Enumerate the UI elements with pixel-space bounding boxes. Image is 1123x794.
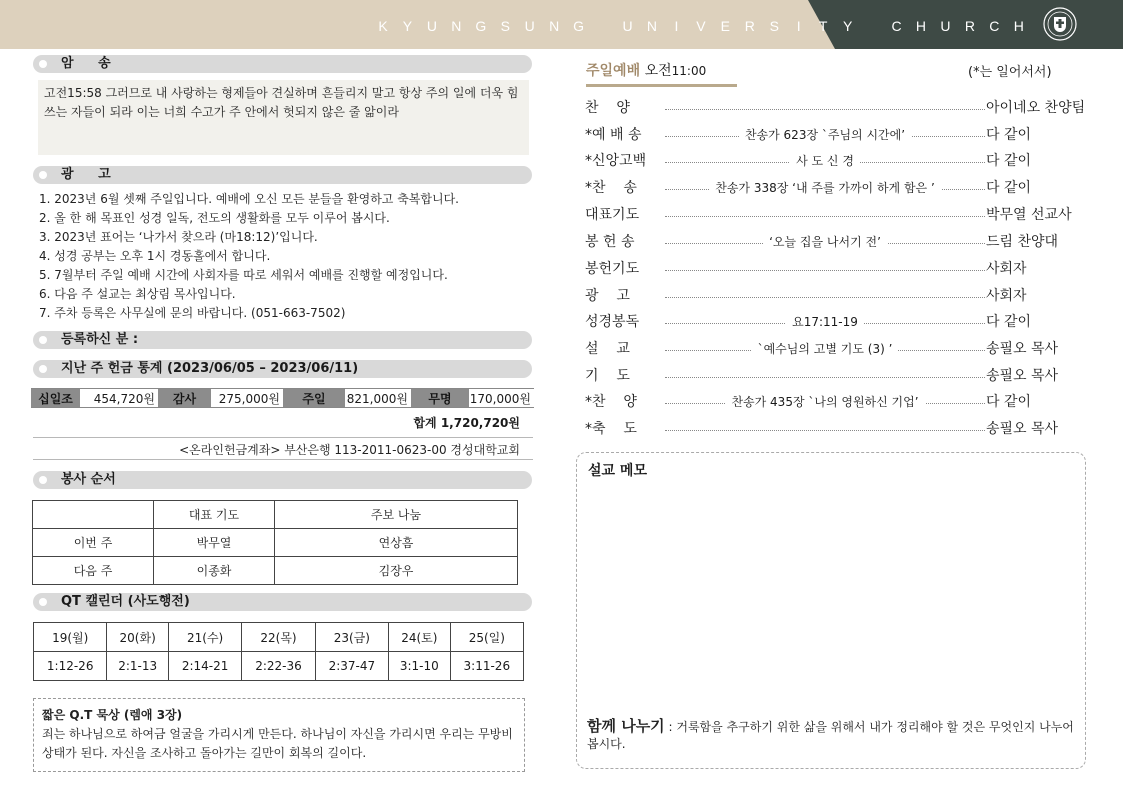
list-item: 2. 올 한 해 목표인 성경 일독, 전도의 생활화를 모두 이루어 봅시다. [39, 211, 390, 225]
qt-calendar-table [33, 622, 524, 681]
offering-label: 무명 [411, 389, 469, 407]
worship-item-person: 송필오 목사 [986, 368, 1059, 384]
list-item: 4. 성경 공부는 오후 1시 경동홀에서 합니다. [39, 249, 271, 263]
title-letter: E [720, 18, 731, 34]
worship-item-person: 송필오 목사 [986, 421, 1059, 437]
list-item: 5. 7월부터 주일 예배 시간에 사회자를 따로 세워서 예배를 진행할 예정입니다. [39, 268, 448, 282]
title-letter: C [891, 18, 902, 34]
announcement-list [39, 190, 459, 323]
worship-item-detail: 찬송가 338장 ‘내 주를 가까이 하게 함은 ’ [665, 176, 985, 200]
title-letter: K [378, 18, 388, 34]
worship-item-person: 사회자 [986, 288, 1027, 304]
leader-dots [665, 377, 985, 378]
worship-item-name: 봉 헌 송 [585, 234, 635, 250]
worship-item-detail: 찬송가 435장 `나의 영원하신 기업’ [665, 390, 985, 414]
worship-header: 주일예배 오전11:00 [586, 63, 707, 79]
announcements-header: 광 고 [33, 166, 532, 184]
title-letter: S [500, 18, 510, 34]
title-letter: R [964, 18, 975, 34]
worship-item-person: 다 같이 [986, 127, 1032, 143]
worship-row [585, 337, 1095, 361]
offering-amount: 275,000원 [218, 392, 280, 406]
service-duty-table: 대표 기도 주보 나눔 이번 주 박무열 연상흠 다음 주 이종화 김장우 [32, 500, 518, 585]
worship-item-name: *신앙고백 [585, 153, 647, 169]
worship-item-detail: ‘오늘 집을 나서기 전’ [665, 230, 985, 254]
header-bar [0, 0, 1123, 49]
worship-item-person: 드림 찬양대 [986, 234, 1059, 250]
worship-row [585, 176, 1095, 200]
qt-passage: 2:14-21 [168, 652, 241, 681]
table-cell: 박무열 [154, 529, 275, 557]
online-account: <온라인헌금계좌> 부산은행 113-2011-0623-00 경성대학교회 [179, 443, 520, 457]
worship-item-name: 대표기도 [585, 207, 640, 223]
leader-dots [665, 430, 985, 431]
worship-item-person: 다 같이 [986, 180, 1032, 196]
title-letter: N [646, 18, 658, 34]
meditation-text: 죄는 하나님으로 하여금 얼굴을 가리시게 만든다. 하나님이 자신을 가리시면 우리는 무방비 상태가 된다. 자신을 조사하고 돌아가는 길만이 회복의 길이다. [42, 727, 513, 760]
worship-item-person: 다 같이 [986, 153, 1032, 169]
qt-passage: 2:1-13 [107, 652, 169, 681]
worship-row [585, 364, 1095, 388]
worship-item-person: 아이네오 찬양팀 [986, 100, 1086, 116]
title-letter: U [622, 18, 633, 34]
worship-item-name: 기 도 [585, 368, 630, 384]
qt-day: 25(일) [450, 623, 523, 652]
worship-item-name: 광 고 [585, 288, 630, 304]
worship-item-person: 다 같이 [986, 394, 1032, 410]
worship-row [585, 123, 1095, 147]
worship-item-name: 봉헌기도 [585, 261, 640, 277]
table-cell: 연상흠 [275, 529, 518, 557]
title-letter: N [451, 18, 462, 34]
offering-amount: 170,000원 [469, 392, 531, 406]
worship-item-detail: `예수님의 고별 기도 (3) ’ [665, 337, 985, 361]
worship-row [585, 284, 1095, 308]
church-title [376, 15, 1026, 37]
qt-passage: 1:12-26 [34, 652, 107, 681]
registrants-header: 등록하신 분 : [33, 331, 532, 349]
university-logo [1042, 6, 1078, 42]
list-item: 1. 2023년 6월 셋째 주일입니다. 예배에 오신 모든 분들을 환영하고 축복합니다. [39, 192, 459, 206]
title-letter: U [940, 18, 951, 34]
offering-amount: 454,720원 [93, 392, 155, 406]
title-letter: Y [842, 18, 853, 34]
memo-title: 설교 메모 [588, 463, 647, 479]
qt-day: 20(화) [107, 623, 169, 652]
qt-day: 21(수) [168, 623, 241, 652]
title-letter: R [744, 18, 755, 34]
offering-label: 감사 [158, 389, 211, 407]
qt-meditation [33, 698, 525, 772]
worship-item-name: 설 교 [585, 341, 630, 357]
title-letter: H [1013, 18, 1024, 34]
offering-header: 지난 주 헌금 통계 (2023/06/05 – 2023/06/11) [33, 360, 532, 378]
sermon-memo-box[interactable] [576, 452, 1086, 769]
worship-item-detail: 사 도 신 경 [665, 149, 985, 173]
table-cell: 이종화 [154, 557, 275, 585]
offering-label: 주일 [283, 389, 345, 407]
worship-header-underline [586, 84, 737, 87]
worship-item-name: 찬 양 [585, 100, 630, 116]
title-letter: I [674, 18, 679, 34]
qt-passage: 2:22-36 [242, 652, 315, 681]
title-letter: H [915, 18, 927, 34]
title-letter: I [796, 18, 801, 34]
leader-dots [665, 109, 985, 110]
worship-item-name: *예 배 송 [585, 127, 642, 143]
qt-passage: 3:1-10 [389, 652, 451, 681]
leader-dots [665, 297, 985, 298]
memory-verse: 고전15:58 그러므로 내 사랑하는 형제들아 견실하며 흔들리지 말고 항상 주의 일에 더욱 힘쓰는 자들이 되라 이는 너희 수고가 주 안에서 헛되지 않은 줄 앎이라 [38, 80, 529, 155]
title-letter: V [696, 18, 706, 34]
worship-item-detail: 요17:11-19 [665, 310, 985, 334]
title-letter: S [769, 18, 779, 34]
qt-day: 24(토) [389, 623, 451, 652]
qt-passage: 3:11-26 [450, 652, 523, 681]
offering-table [31, 388, 534, 408]
table-cell: 다음 주 [33, 557, 154, 585]
qt-day: 23(금) [315, 623, 388, 652]
title-letter: U [426, 18, 437, 34]
worship-row [585, 417, 1095, 441]
offering-label: 십일조 [31, 389, 80, 407]
worship-row [585, 390, 1095, 414]
worship-row [585, 149, 1095, 173]
offering-total: 합계 1,720,720원 [413, 416, 520, 430]
worship-row [585, 310, 1095, 334]
table-cell: 김장우 [275, 557, 518, 585]
worship-item-name: *찬 송 [585, 180, 637, 196]
standing-note: (*는 일어서서) [968, 65, 1052, 80]
worship-row [585, 203, 1095, 227]
offering-amount: 821,000원 [346, 392, 408, 406]
list-item: 3. 2023년 표어는 ‘나가서 찾으라 (마18:12)’입니다. [39, 230, 318, 244]
title-letter: N [549, 18, 560, 34]
title-letter: C [989, 18, 1000, 34]
worship-item-person: 다 같이 [986, 314, 1032, 330]
title-letter: U [524, 18, 535, 34]
worship-item-person: 송필오 목사 [986, 341, 1059, 357]
worship-item-name: *축 도 [585, 421, 637, 437]
worship-row [585, 96, 1095, 120]
leader-dots [665, 270, 985, 271]
worship-row [585, 257, 1095, 281]
qt-passage: 2:37-47 [315, 652, 388, 681]
meditation-title: 짧은 Q.T 묵상 (렘애 3장) [42, 708, 183, 722]
qt-calendar-header: QT 캘린더 (사도행전) [33, 593, 532, 611]
list-item: 7. 주차 등록은 사무실에 문의 바랍니다. (051-663-7502) [39, 306, 346, 320]
worship-item-name: *찬 양 [585, 394, 637, 410]
worship-item-name: 성경봉독 [585, 314, 640, 330]
title-letter: G [475, 18, 487, 34]
worship-item-person: 사회자 [986, 261, 1027, 277]
qt-day: 22(목) [242, 623, 315, 652]
share-together: 함께 나누기 : 거룩함을 추구하기 위한 삶을 위해서 내가 정리해야 할 것은 무엇인지 나누어 봅시다. [587, 717, 1074, 751]
memorize-header: 암 송 [33, 55, 532, 73]
title-letter: T [818, 18, 828, 34]
title-letter: G [573, 18, 585, 34]
worship-item-detail: 찬송가 623장 `주님의 시간에’ [665, 123, 985, 147]
worship-row [585, 230, 1095, 254]
worship-item-person: 박무열 선교사 [986, 207, 1072, 223]
qt-day: 19(월) [34, 623, 107, 652]
list-item: 6. 다음 주 설교는 최상림 목사입니다. [39, 287, 236, 301]
service-duty-header: 봉사 순서 [33, 471, 532, 489]
leader-dots [665, 216, 985, 217]
table-cell: 이번 주 [33, 529, 154, 557]
title-letter: Y [402, 18, 413, 34]
